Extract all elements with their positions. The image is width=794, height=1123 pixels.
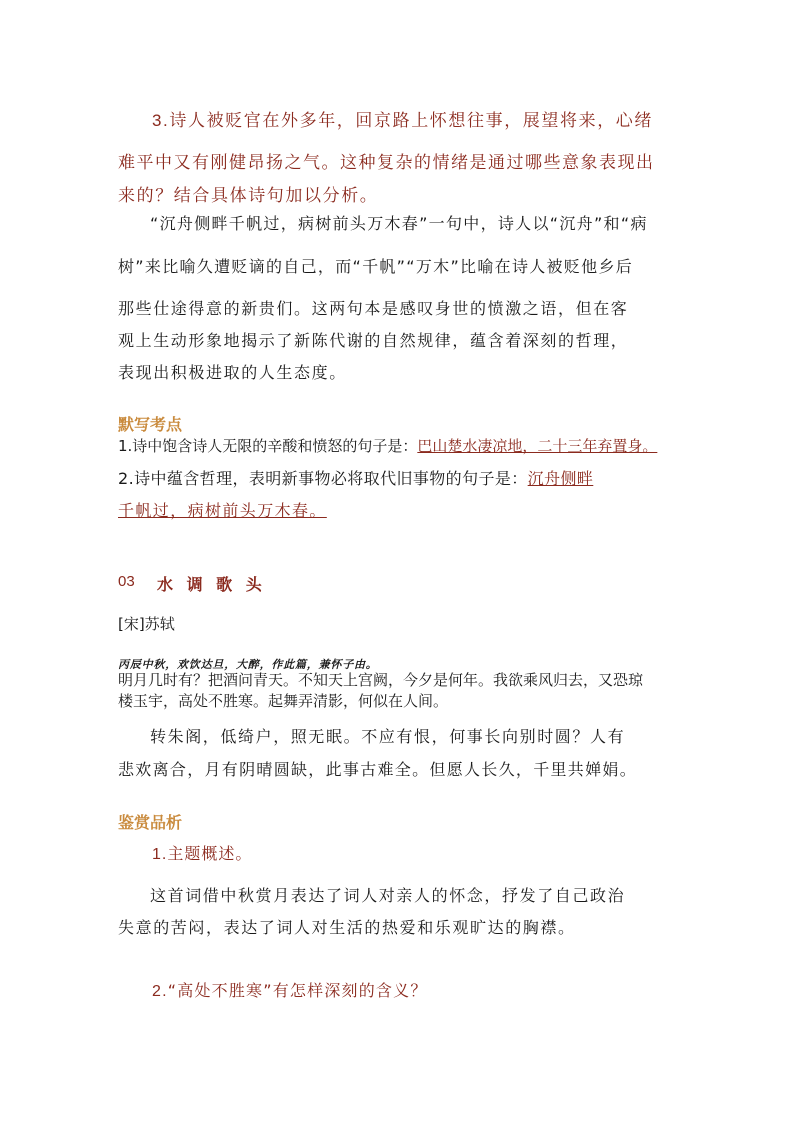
item-answer-part-1: 沉舟侧畔 bbox=[527, 469, 594, 488]
question-number: 2. bbox=[152, 983, 168, 1000]
appreciation-answer-1-line-1: 这首词借中秋赏月表达了词人对亲人的怀念，抒发了自己政治 bbox=[150, 886, 626, 905]
appreciation-question-2 bbox=[152, 978, 428, 1001]
answer-3-line-3: 那些仕途得意的新贵们。这两句本是感叹身世的愤激之语，但在客 bbox=[118, 299, 629, 318]
question-text: 主题概述。 bbox=[167, 844, 253, 863]
poem-line-3: 转朱阁，低绮户，照无眠。不应有恨，何事长向别时圆？人有 bbox=[150, 727, 626, 746]
answer-3-line-4: 观上生动形象地揭示了新陈代谢的自然规律，蕴含着深刻的哲理， bbox=[118, 331, 629, 350]
item-answer: 巴山楚水凄凉地，二十三年弃置身。 bbox=[417, 437, 658, 455]
poem-author: [宋]苏轼 bbox=[118, 615, 175, 633]
answer-3-line-1: “沉舟侧畔千帆过，病树前头万木春”一句中，诗人以“沉舟”和“病 bbox=[150, 214, 648, 233]
question-text: “高处不胜寒”有怎样深刻的含义？ bbox=[167, 981, 428, 1000]
question-3-line-2: 难平中又有刚健昂扬之气。这种复杂的情绪是通过哪些意象表现出 bbox=[118, 153, 655, 173]
answer-3-line-5: 表现出积极进取的人生态度。 bbox=[118, 363, 347, 382]
question-number: 3. bbox=[152, 111, 170, 130]
question-3-line-1 bbox=[152, 106, 653, 131]
dictation-item-1 bbox=[118, 435, 657, 456]
appreciation-answer-1-line-2: 失意的苦闷，表达了词人对生活的热爱和乐观旷达的胸襟。 bbox=[118, 918, 576, 937]
poem-title: 水 调 歌 头 bbox=[157, 575, 266, 594]
poem-preface: 丙辰中秋，欢饮达旦，大醉，作此篇，兼怀子由。 bbox=[118, 658, 378, 671]
appreciation-question-1 bbox=[152, 841, 252, 864]
answer-3-line-2: 树”来比喻久遭贬谪的自己，而“千帆”“万木”比喻在诗人被贬他乡后 bbox=[118, 257, 634, 276]
appreciation-heading: 鉴赏品析 bbox=[118, 813, 183, 832]
dictation-heading: 默写考点 bbox=[118, 415, 183, 434]
dictation-item-2-answer-part-2: 千帆过，病树前头万木春。 bbox=[118, 501, 327, 520]
question-text: 诗人被贬官在外多年，回京路上怀想往事，展望将来，心绪 bbox=[169, 111, 653, 131]
item-prompt: 2.诗中蕴含哲理，表明新事物必将取代旧事物的句子是： bbox=[118, 469, 528, 488]
poem-line-2: 楼玉宇，高处不胜寒。起舞弄清影，何似在人间。 bbox=[118, 692, 449, 710]
poem-number: 03 bbox=[118, 573, 135, 590]
item-prompt: 1.诗中饱含诗人无限的辛酸和愤怒的句子是： bbox=[118, 437, 418, 455]
poem-line-4: 悲欢离合，月有阴晴圆缺，此事古难全。但愿人长久，千里共婵娟。 bbox=[118, 760, 638, 779]
dictation-item-2 bbox=[118, 466, 593, 489]
question-3-line-3: 来的？结合具体诗句加以分析。 bbox=[118, 186, 379, 206]
poem-line-1: 明月几时有？把酒问青天。不知天上宫阙，今夕是何年。我欲乘风归去，又恐琼 bbox=[118, 671, 644, 689]
question-number: 1. bbox=[152, 846, 168, 863]
